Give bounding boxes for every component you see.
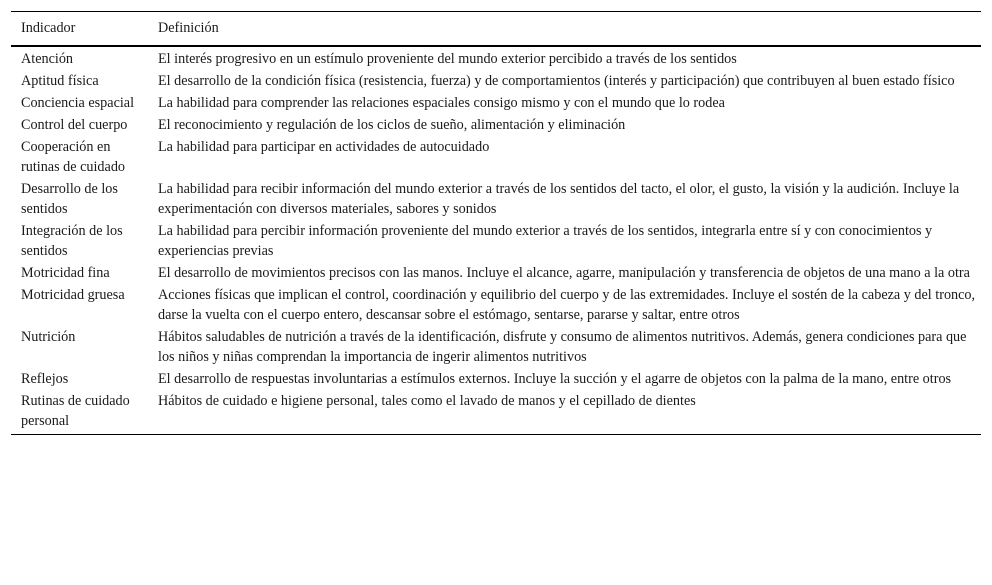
definition-cell: El reconocimiento y regulación de los ciclos de sueño, alimentación y eliminación — [158, 117, 626, 133]
definition-cell: La habilidad para recibir información del mundo exterior a través de los sentidos del tacto, el olor, el gusto, la visión y la audición. Incluye la experimentación con diversos materiales, sabores y sonidos — [158, 181, 960, 217]
indicator-cell: Control del cuerpo — [21, 117, 128, 133]
indicator-cell: Conciencia espacial — [21, 95, 135, 111]
table-header — [11, 12, 981, 47]
indicator-cell: Rutinas de cuidado personal — [21, 393, 130, 429]
definition-cell: Hábitos saludables de nutrición a través de la identificación, disfrute y consumo de alimentos nutritivos. Además, genera condiciones para que los niños y niñas comprendan la importancia de ingerir alimentos nutritivos — [158, 329, 967, 365]
table-row — [11, 92, 981, 114]
header-indicator: Indicador — [21, 20, 76, 36]
table-row — [11, 114, 981, 136]
definition-cell: Acciones físicas que implican el control, coordinación y equilibrio del cuerpo y de las extremidades. Incluye el sostén de la cabeza y del tronco, darse la vuelta con el cuerpo entero, descansar sobre el estómago, sentarse, pararse y saltar, entre otros — [158, 287, 976, 323]
table-row — [11, 284, 981, 326]
definition-cell: La habilidad para percibir información proveniente del mundo exterior a través de los sentidos, integrarla entre sí y con conocimientos y experiencias previas — [158, 223, 933, 259]
indicator-cell: Nutrición — [21, 329, 76, 345]
header-row — [11, 12, 981, 47]
indicator-cell: Atención — [21, 51, 74, 67]
table-row — [11, 178, 981, 220]
table-row — [11, 262, 981, 284]
indicator-cell: Cooperación en rutinas de cuidado — [21, 139, 126, 175]
definition-cell: El desarrollo de movimientos precisos con las manos. Incluye el alcance, agarre, manipulación y transferencia de objetos de una mano a la otra — [158, 265, 970, 281]
table-row — [11, 326, 981, 368]
definition-cell: El interés progresivo en un estímulo proveniente del mundo exterior percibido a través de los sentidos — [158, 51, 737, 67]
table-row — [11, 136, 981, 178]
table-row — [11, 220, 981, 262]
definition-cell: El desarrollo de la condición física (resistencia, fuerza) y de comportamientos (interés y participación) que contribuyen al buen estado físico — [158, 73, 955, 89]
indicators-table — [11, 11, 981, 435]
definition-cell: La habilidad para comprender las relaciones espaciales consigo mismo y con el mundo que lo rodea — [158, 95, 725, 111]
indicator-cell: Reflejos — [21, 371, 69, 387]
table-row — [11, 46, 981, 70]
header-definition: Definición — [158, 20, 219, 36]
table-row — [11, 390, 981, 435]
indicator-cell: Aptitud física — [21, 73, 99, 89]
indicator-cell: Desarrollo de los sentidos — [21, 181, 118, 217]
table-body — [11, 46, 981, 435]
definition-cell: El desarrollo de respuestas involuntarias a estímulos externos. Incluye la succión y el agarre de objetos con la palma de la mano, entre otros — [158, 371, 952, 387]
indicator-cell: Motricidad fina — [21, 265, 110, 281]
indicators-table-container — [11, 11, 981, 435]
definition-cell: La habilidad para participar en actividades de autocuidado — [158, 139, 490, 155]
indicator-cell: Integración de los sentidos — [21, 223, 123, 259]
definition-cell: Hábitos de cuidado e higiene personal, tales como el lavado de manos y el cepillado de dientes — [158, 393, 696, 409]
table-row — [11, 70, 981, 92]
indicator-cell: Motricidad gruesa — [21, 287, 125, 303]
table-row — [11, 368, 981, 390]
